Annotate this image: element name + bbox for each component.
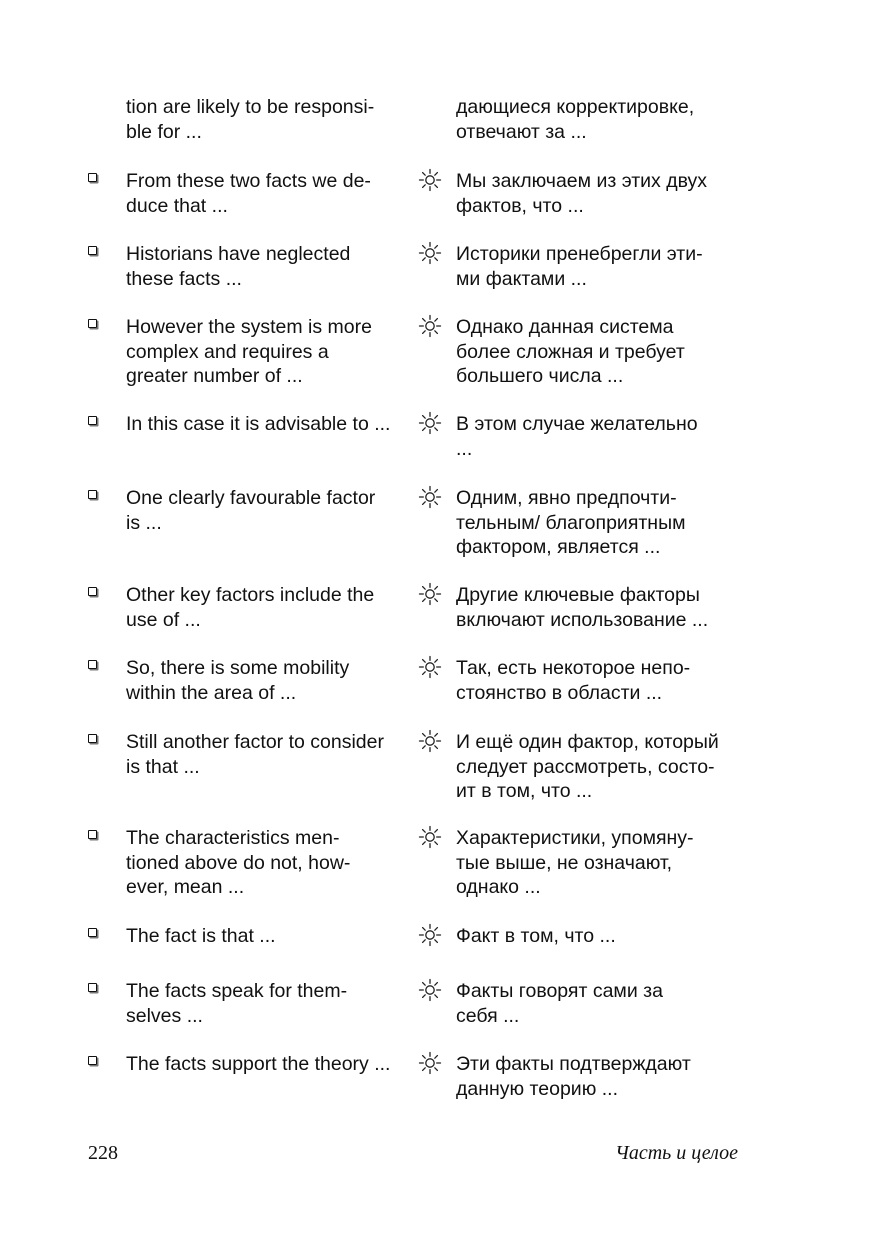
russian-translation: В этом случае желательно ... xyxy=(456,413,698,460)
checkbox-bullet-icon xyxy=(88,173,97,182)
english-phrase: One clearly favourable factor is ... xyxy=(126,487,376,534)
russian-translation: Факт в том, что ... xyxy=(456,925,616,947)
sun-icon xyxy=(418,582,442,606)
section-title: Часть и целое xyxy=(615,1142,738,1164)
checkbox-bullet-icon xyxy=(88,1056,97,1065)
checkbox-bullet-icon xyxy=(88,246,97,255)
checkbox-bullet-icon xyxy=(88,319,97,328)
sun-icon xyxy=(418,241,442,265)
checkbox-bullet-icon xyxy=(88,587,97,596)
russian-translation: Мы заключаем из этих двух фактов, что ... xyxy=(456,170,708,217)
russian-translation: дающиеся корректировке, отвечают за ... xyxy=(456,96,695,143)
checkbox-bullet-icon xyxy=(88,416,97,425)
english-phrase: The characteristics men- tioned above do not, how- ever, mean ... xyxy=(126,827,351,898)
english-phrase: Still another factor to consider is that ... xyxy=(126,731,384,778)
russian-translation: Характеристики, упомяну- тые выше, не означают, однако ... xyxy=(456,827,694,898)
russian-translation: Одним, явно предпочти- тельным/ благоприятным фактором, является ... xyxy=(456,487,686,558)
russian-translation: И ещё один фактор, который следует рассмотреть, состо- ит в том, что ... xyxy=(456,731,719,802)
russian-translation: Однако данная система более сложная и требует большего числа ... xyxy=(456,316,685,387)
sun-icon xyxy=(418,411,442,435)
sun-icon xyxy=(418,729,442,753)
russian-translation: Факты говорят сами за себя ... xyxy=(456,980,663,1027)
english-phrase: In this case it is advisable to ... xyxy=(126,413,391,435)
english-phrase: Historians have neglected these facts ... xyxy=(126,243,351,290)
english-phrase: So, there is some mobility within the area of ... xyxy=(126,657,350,704)
russian-translation: Историки пренебрегли эти- ми фактами ... xyxy=(456,243,703,290)
english-phrase: tion are likely to be responsi- ble for ... xyxy=(126,96,375,143)
english-phrase: The facts speak for them- selves ... xyxy=(126,980,348,1027)
english-phrase: Other key factors include the use of ... xyxy=(126,584,375,631)
checkbox-bullet-icon xyxy=(88,928,97,937)
sun-icon xyxy=(418,923,442,947)
english-phrase: The facts support the theory ... xyxy=(126,1053,391,1075)
sun-icon xyxy=(418,1051,442,1075)
sun-icon xyxy=(418,485,442,509)
checkbox-bullet-icon xyxy=(88,983,97,992)
page-number: 228 xyxy=(88,1142,118,1164)
checkbox-bullet-icon xyxy=(88,734,97,743)
sun-icon xyxy=(418,978,442,1002)
english-phrase: However the system is more complex and requires a greater number of ... xyxy=(126,316,372,387)
russian-translation: Эти факты подтверждают данную теорию ... xyxy=(456,1053,691,1100)
sun-icon xyxy=(418,655,442,679)
russian-translation: Так, есть некоторое непо- стоянство в области ... xyxy=(456,657,691,704)
sun-icon xyxy=(418,168,442,192)
checkbox-bullet-icon xyxy=(88,830,97,839)
checkbox-bullet-icon xyxy=(88,660,97,669)
russian-translation: Другие ключевые факторы включают использование ... xyxy=(456,584,709,631)
sun-icon xyxy=(418,825,442,849)
english-phrase: From these two facts we de- duce that ... xyxy=(126,170,371,217)
sun-icon xyxy=(418,314,442,338)
english-phrase: The fact is that ... xyxy=(126,925,276,947)
checkbox-bullet-icon xyxy=(88,490,97,499)
